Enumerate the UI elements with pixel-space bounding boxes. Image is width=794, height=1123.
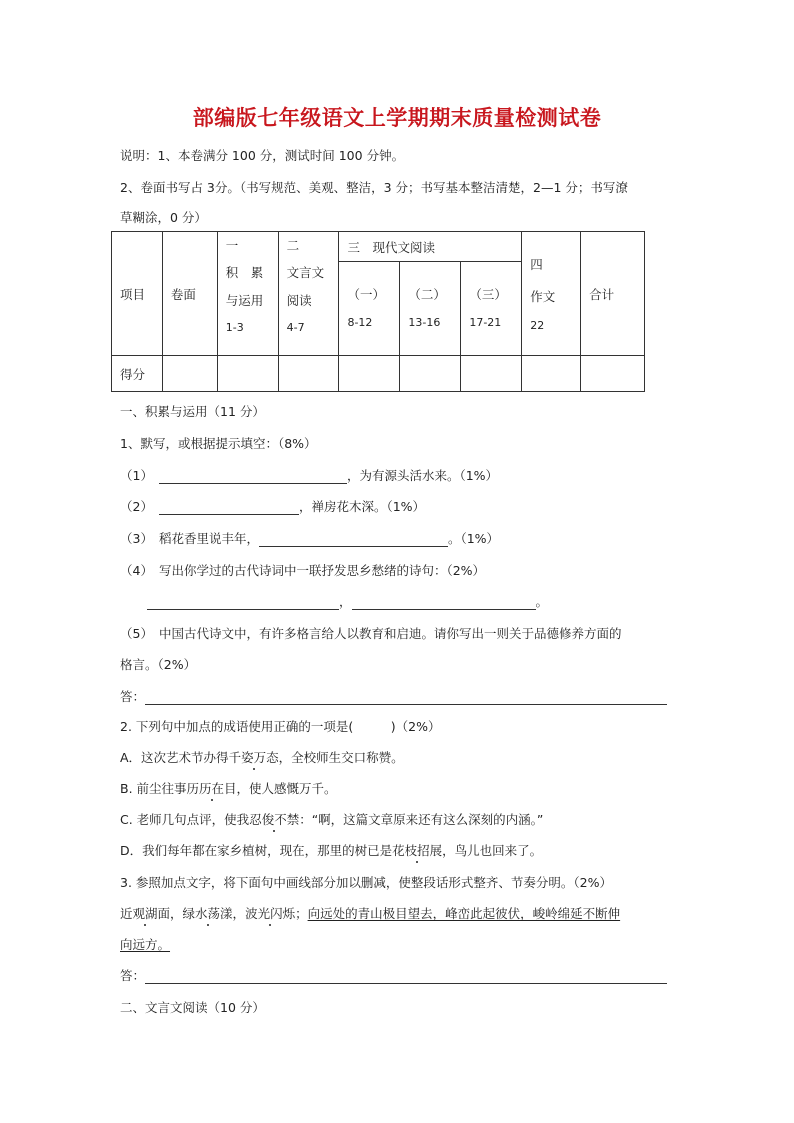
answer-blank[interactable] <box>147 596 339 610</box>
score-cell[interactable] <box>581 356 645 392</box>
header-section-3: 三 现代文阅读 <box>339 232 522 262</box>
q2-option-a: A．这次艺术节办得千姿万态，全校师生交口称赞。 <box>120 750 404 765</box>
score-cell[interactable] <box>461 356 522 392</box>
q1-item-4-blanks: ， 。 <box>147 594 548 610</box>
section-1-heading: 一、积累与运用（11 分） <box>120 404 265 419</box>
q3-passage-cont: 向远方。 <box>120 937 171 952</box>
header-item: 项目 <box>112 232 163 356</box>
q1-stem: 1、默写，或根据提示填空：（8%） <box>120 436 317 451</box>
header-sub-2: （二） 13-16 <box>400 262 461 356</box>
answer-blank[interactable] <box>259 533 448 547</box>
score-cell[interactable] <box>400 356 461 392</box>
q2-stem: 2. 下列句中加点的成语使用正确的一项是( )（2%） <box>120 719 441 734</box>
intro-line-3: 草糊涂，0 分） <box>120 210 207 225</box>
q1-answer-line: 答： <box>120 689 667 705</box>
header-total: 合计 <box>581 232 645 356</box>
score-cell[interactable] <box>278 356 339 392</box>
section-2-heading: 二、文言文阅读（10 分） <box>120 1000 265 1015</box>
score-cell[interactable] <box>217 356 278 392</box>
header-juanmian: 卷面 <box>162 232 217 356</box>
q1-item-4: （4） 写出你学过的古代诗词中一联抒发思乡愁绪的诗句：（2%） <box>120 563 486 578</box>
intro-line-1: 说明：1、本卷满分 100 分，测试时间 100 分钟。 <box>120 148 405 163</box>
q3-stem: 3. 参照加点文字，将下面句中画线部分加以删减，使整段话形式整齐、节奏分明。（2%） <box>120 875 612 890</box>
q1-item-2: （2） ，禅房花木深。（1%） <box>120 499 426 514</box>
answer-blank[interactable] <box>159 470 347 484</box>
header-sub-3: （三） 17-21 <box>461 262 522 356</box>
score-table <box>111 231 645 392</box>
row-score-label: 得分 <box>112 356 163 392</box>
q1-item-5: （5） 中国古代诗文中，有许多格言给人以教育和启迪。请你写出一则关于品德修养方面的 <box>120 626 622 641</box>
q1-item-1: （1） ，为有源头活水来。（1%） <box>120 468 499 483</box>
q2-option-c: C. 老师几句点评，使我忍俊不禁：“啊，这篇文章原来还有这么深刻的内涵。” <box>120 812 544 827</box>
q3-answer-line: 答： <box>120 968 667 984</box>
page-title: 部编版七年级语文上学期期末质量检测试卷 <box>192 106 602 130</box>
header-section-1: 一 积 累 与运用 1-3 <box>217 232 278 356</box>
answer-blank[interactable] <box>159 501 299 515</box>
q2-option-d: D．我们每年都在家乡植树，现在，那里的树已是花枝招展，鸟儿也回来了。 <box>120 843 543 858</box>
header-section-4: 四 作文 22 <box>522 232 581 356</box>
score-cell[interactable] <box>522 356 581 392</box>
score-cell[interactable] <box>162 356 217 392</box>
q1-item-3: （3） 稻花香里说丰年， 。（1%） <box>120 531 500 546</box>
q3-passage: 近观湖面，绿水荡漾，波光闪烁；向远处的青山极目望去，峰峦此起彼伏，峻岭绵延不断伸 <box>120 906 621 921</box>
q2-option-b: B. 前尘往事历历在目，使人感慨万千。 <box>120 781 337 796</box>
answer-blank[interactable] <box>352 596 536 610</box>
header-sub-1: （一） 8-12 <box>339 262 400 356</box>
answer-blank[interactable] <box>145 691 667 705</box>
intro-line-2: 2、卷面书写占 3分。（书写规范、美观、整洁，3 分；书写基本整洁清楚，2—1 分；书写潦 <box>120 180 628 195</box>
q1-item-5-cont: 格言。（2%） <box>120 657 197 672</box>
answer-blank[interactable] <box>145 970 667 984</box>
score-cell[interactable] <box>339 356 400 392</box>
header-section-2: 二 文言文 阅读 4-7 <box>278 232 339 356</box>
